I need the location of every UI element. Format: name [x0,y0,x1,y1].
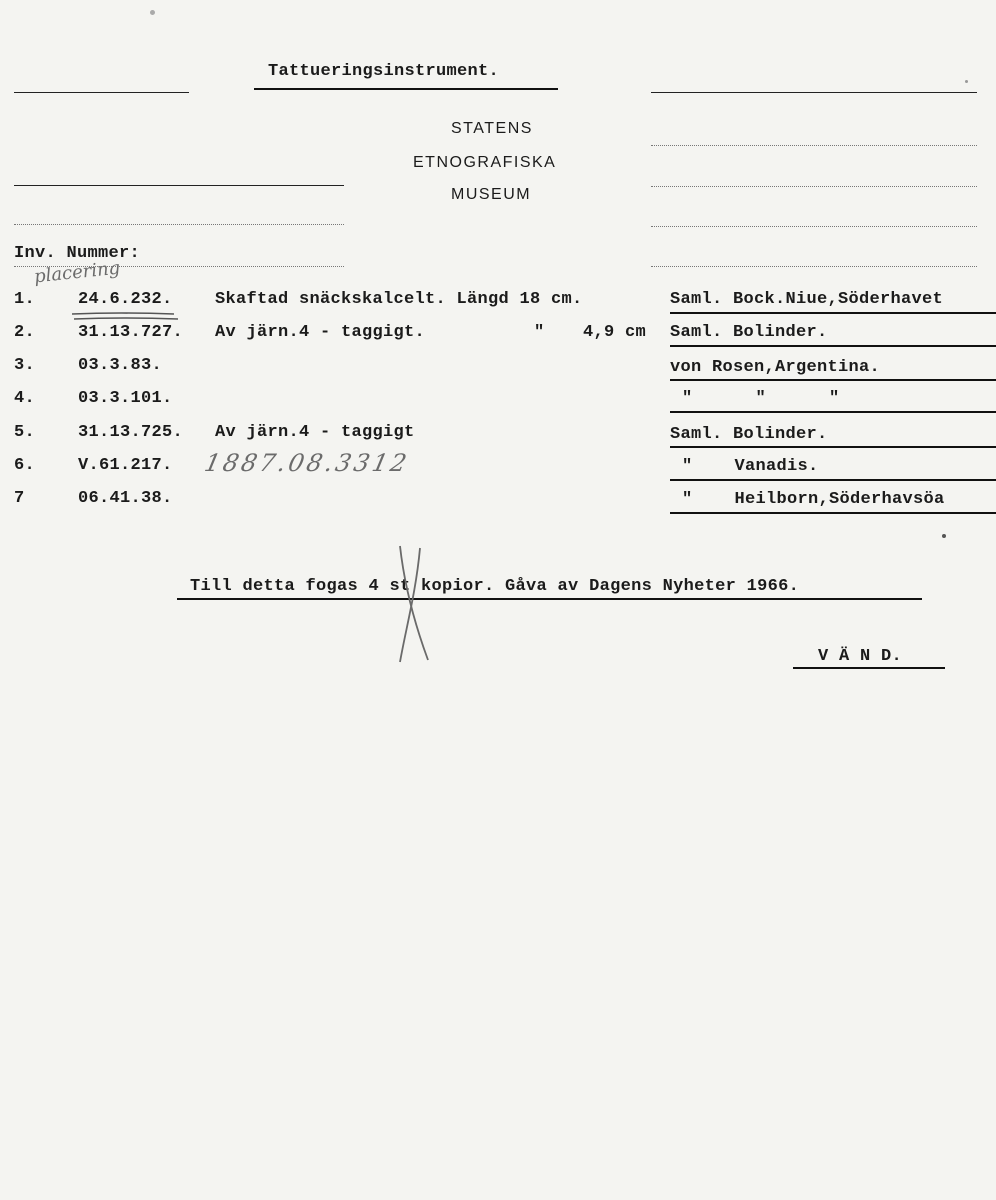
row-5-number: 5. [14,423,36,442]
row-7-collection: " Heilborn,Söderhavsöa [682,490,945,509]
header-rule-left [14,92,189,93]
row-3-collection-rule [670,379,996,381]
row-4-number: 4. [14,389,36,408]
row-1-description: Skaftad snäckskalcelt. Längd 18 cm. [215,290,583,309]
museum-name-line2: ETNOGRAFISKA [413,154,557,171]
row-2-collection-rule [670,345,996,347]
row-1-collection-rule [670,312,996,314]
museum-name-line1: STATENS [451,120,533,137]
inv-number-label: Inv. Nummer: [14,244,141,263]
row-2-inventory: 31.13.727. [78,323,184,342]
handwritten-placering: placering [33,257,122,288]
museum-name-line3: MUSEUM [451,186,532,203]
row-3-number: 3. [14,356,36,375]
row-2-description: Av järn.4 - taggigt. [215,323,426,342]
row-6-inventory: V.61.217. [78,456,173,475]
speck [942,534,946,538]
document-title: Tattueringsinstrument. [268,62,500,81]
row-2-number: 2. [14,323,36,342]
row-7-collection-rule [670,512,996,514]
row-5-description: Av järn.4 - taggigt [215,423,415,442]
speck [150,10,155,15]
pencil-cross-mark [392,542,438,666]
form-dotted-right-1 [651,145,977,146]
handwritten-double-underline [70,310,180,322]
row-5-collection: Saml. Bolinder. [670,425,828,444]
row-2-ditto-mark: " [534,323,545,342]
row-4-collection-rule [670,411,996,413]
title-underline [254,88,558,90]
row-3-inventory: 03.3.83. [78,356,163,375]
row-5-collection-rule [670,446,996,448]
row-7-inventory: 06.41.38. [78,489,173,508]
row-1-inventory: 24.6.232. [78,290,173,309]
row-3-collection: von Rosen,Argentina. [670,358,881,377]
form-dotted-right-3 [651,226,977,227]
row-6-collection-rule [670,479,996,481]
row-5-inventory: 31.13.725. [78,423,184,442]
form-dotted-right-2 [651,186,977,187]
row-2-collection: Saml. Bolinder. [670,323,828,342]
row-1-number: 1. [14,290,36,309]
header-rule-right [651,92,977,93]
row-2-size: 4,9 cm [583,323,647,342]
row-6-number: 6. [14,456,36,475]
turn-over-label: V Ä N D. [818,647,903,666]
speck [965,80,968,83]
form-dotted-left-1 [14,224,344,225]
footer-note-underline [177,598,922,600]
row-6-collection: " Vanadis. [682,457,819,476]
row-4-collection: " " " [682,389,840,408]
row-7-number: 7 [14,489,25,508]
turn-over-underline [793,667,945,669]
row-4-inventory: 03.3.101. [78,389,173,408]
row-1-collection: Saml. Bock.Niue,Söderhavet [670,290,944,309]
form-rule-left [14,185,344,186]
handwritten-number: 1887.08.3312 [202,449,412,477]
form-dotted-right-4 [651,266,977,267]
footer-note: Till detta fogas 4 st kopior. Gåva av Dagens Nyheter 1966. [190,577,800,596]
